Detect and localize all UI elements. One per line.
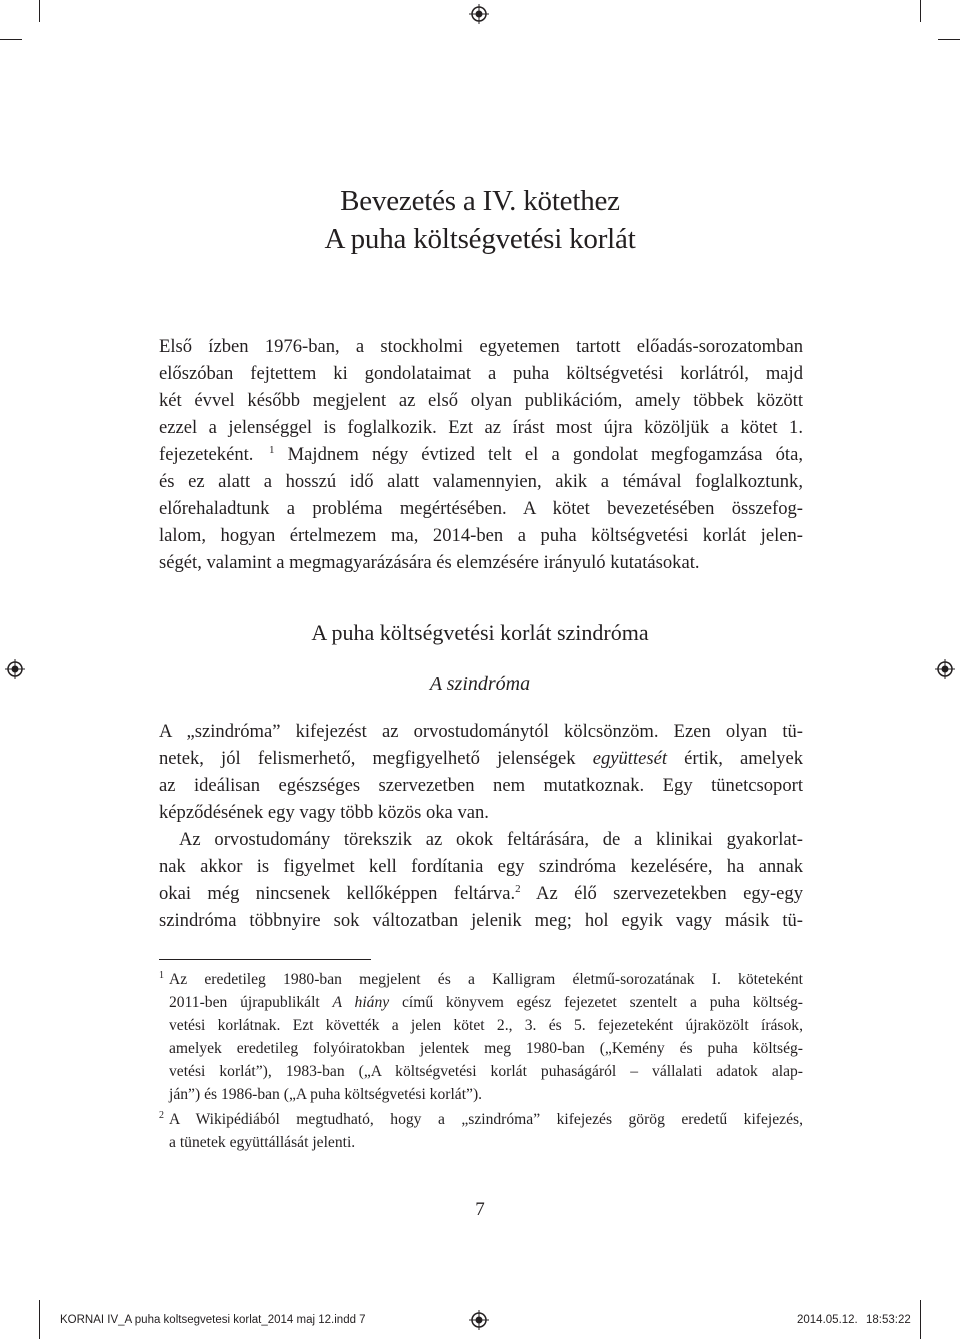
footnote-number: 1 [159,970,164,981]
footnote-rule [159,959,371,960]
slug-date: 2014.05.12. [797,1314,858,1326]
intro-line: előrehaladtunk a probléma megértésében. A kötet bevezetésében összefog- [159,498,803,519]
registration-mark-bottom-icon [469,1310,489,1330]
footnote-ref-1[interactable]: 1 [269,443,275,456]
intro-line: és ez alatt a hosszú idő alatt valamennyien, akik a témával foglalkoztunk, [159,471,803,492]
intro-line: $^1$ Majdnem négy évtized telt el a gondolat megfogamzása óta, [269,443,804,465]
emphasis: együttesét [592,748,668,769]
intro-line: két évvel később megjelent az első olyan publikációm, amely többek között [159,390,803,411]
crop-mark-top-right-h [938,39,960,40]
section-heading: A puha költségvetési korlát szindróma [311,620,649,645]
body-paragraphs [159,718,803,934]
page-number: 7 [475,1199,485,1220]
intro-line: előszóban fejtettem ki gondolataimat a puha költségvetési korlátról, majd [159,363,803,384]
slug-filename: KORNAI IV_A puha koltsegvetesi korlat_2014 maj 12.indd 7 [60,1314,366,1326]
paragraph-1: A „szindróma” kifejezést az orvostudománytól kölcsönzöm. Ezen olyan tü- netek, jól felismerhető, megfigyelhető jelenségek együttesét értik, amelyek az ideálisan egészséges szervezetben nem mutatkoznak. Egy tünetcsoport képződésének egy vagy több közös oka van. [159,721,804,823]
registration-mark-top-icon [469,4,489,24]
intro-line: Első ízben 1976-ban, a stockholmi egyetemen tartott előadás-sorozatomban [159,336,803,357]
slug-time: 18:53:22 [866,1314,911,1326]
footnote-2: 2 A Wikipédiából megtudható, hogy a „szindróma” kifejezés görög eredetű kifejezés, a tünetek együttállását jelenti. [159,1108,803,1154]
paragraph-2: Az orvostudomány törekszik az okok feltárására, de a klinikai gyakorlat- nak akkor is figyelmet kell fordítania egy szindróma kezelésére, ha annak okai még nincsenek kellőképpen feltárva.$^2$ Az élő szervezetekben egy-egy szindróma többnyire sok változatban jelenik meg; hol egyik vagy másik tü- [159,829,803,931]
chapter-title-line-1: Bevezetés a IV. kötethez [340,185,620,217]
footnote-ref-2[interactable]: 2 [515,882,521,895]
footnote-number: 2 [159,1110,164,1121]
crop-mark-bottom-right-v [920,1300,921,1339]
intro-line: ezzel a jelenséggel is foglalkozik. Ezt az írást most újra közöljük a kötet 1. [159,417,803,438]
intro-paragraph [159,333,803,576]
intro-line: lalom, hogyan értelmezem ma, 2014-ben a puha költségvetési korlát jelen- [159,525,803,546]
book-title: A hiány [332,994,390,1011]
intro-line: fejezeteként. [159,444,254,465]
chapter-title-line-2: A puha költségvetési korlát [324,223,636,255]
intro-line: ségét, valamint a megmagyarázására és elemzésére irányuló kutatásokat. [159,552,700,573]
crop-mark-top-left-v [39,0,40,22]
footnotes [159,968,803,1156]
footnote-1: 1 Az eredetileg 1980-ban megjelent és a Kalligram életmű-sorozatának I. köteteként 2011-ben újrapublikált A hiány című könyvem egész fejezetet szentelt a puha költség- vetési korlátnak. Ezt követték a jelen kötet 2., 3. és 5. fejezeteként újraközölt írások, amelyek eredetileg folyóiratokban jelentek meg 1980-ban („Kemény és puha költség- vetési korlát”), 1983-ban („A költségvetési korlát puhaságáról – vállalati adatok alap- ján”) és 1986-ban („A puha költségvetési korlát”). [159,968,803,1106]
crop-mark-top-left-h [0,39,22,40]
crop-mark-top-right-v [920,0,921,22]
subsection-heading: A szindróma [429,673,531,695]
crop-mark-bottom-left-v [39,1300,40,1339]
